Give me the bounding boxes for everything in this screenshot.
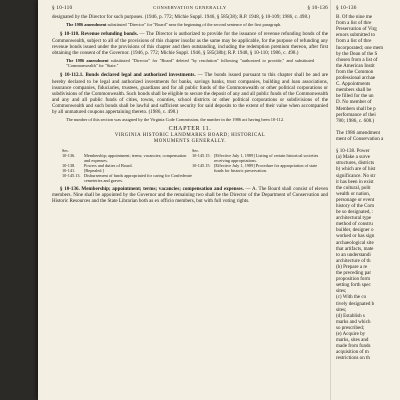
- right-column-line: wealth or nation,: [336, 190, 371, 197]
- section-heading: § 10-136. Membership; appointment; terms; vacancies; compensation and expenses.: [60, 186, 244, 193]
- toc-sec-label: Sec.: [192, 147, 200, 153]
- right-column-line: architecture of th: [336, 257, 371, 264]
- right-column-line: ernors submitted to: [336, 32, 375, 39]
- chapter-subtitle-line-2: MONUMENTS GENERALLY.: [153, 138, 227, 144]
- right-column-line: D. No member of: [336, 99, 372, 106]
- right-column-line: proposition form: [336, 276, 371, 283]
- right-column-line: architectural type: [336, 215, 372, 222]
- right-column-line: ment of Conservation a: [336, 135, 384, 142]
- right-column-line: the cultural, polit: [336, 184, 371, 191]
- right-column-line: The 1986 amendment: [336, 129, 381, 136]
- right-column-line: acquisition of m: [336, 349, 369, 356]
- toc-right-column: [192, 148, 322, 184]
- right-column-line: Preservation of Virg: [336, 26, 377, 33]
- right-column-line: (a) Make a surve: [336, 154, 371, 161]
- section-heading: § 10-112.1. Bonds declared legal and authorized investments.: [60, 72, 196, 79]
- right-column-line: (b) Prepare a re: [336, 263, 368, 270]
- toc-sec-label: Sec.: [62, 147, 70, 153]
- right-column-line: method of constru: [336, 221, 373, 228]
- right-column-line: worked or has sign: [336, 233, 375, 240]
- right-column-line: the American Instit: [336, 62, 375, 69]
- right-column-line: it has been in exist: [336, 178, 374, 185]
- chapter-subtitle: [52, 133, 328, 145]
- amendment-note-lead: The 1986 amendment: [66, 22, 107, 28]
- header-title: CONSERVATION GENERALLY: [153, 5, 227, 10]
- right-column-line: Members shall be p: [336, 105, 376, 112]
- chapter-subtitle-line-1: VIRGINIA HISTORIC LANDMARKS BOARD; HISTORICAL: [114, 132, 266, 138]
- right-column-line: members shall be: [336, 87, 372, 94]
- table-of-sections: [62, 148, 322, 184]
- right-column-line: to an understandi: [336, 251, 371, 258]
- right-column-line: the preceding par: [336, 270, 372, 277]
- right-column-line: that artifacts, mate: [336, 245, 374, 252]
- left-column: [52, 5, 328, 206]
- right-column-line: made from funds: [336, 343, 371, 350]
- toc-text: [Repealed.]: [84, 167, 104, 173]
- section-body: — A. The Board shall consist of eleven members. Nine shall be appointed by the Governor and the remaining two shall be the Director of the Department of Conservation and Historic Resources and the State Librarian both as ex officio members, but with full voting rights.: [52, 186, 328, 205]
- toc-text: [Effective July 1, 1989] Listing of certain historical societies receiving appropriations.: [214, 152, 319, 163]
- right-column-line: (d) Establish s: [336, 312, 365, 319]
- right-column-line: professional archae: [336, 75, 376, 82]
- right-column-line: be so designated, :: [336, 209, 374, 216]
- right-column-line: marks, sites and: [336, 337, 369, 344]
- amendment-note-lead: The 1986 amendment: [66, 57, 109, 63]
- right-column-line: C. Appointments: [336, 81, 371, 88]
- code-commission-note: The number of this section was assigned by the Virginia Code Commission, the number in the 1986 act having been 10-112.: [66, 117, 285, 123]
- right-column-line: restrictions on th: [336, 355, 370, 362]
- section-body: — The Director is authorized to provide for the issuance of revenue refunding bonds of the Commonwealth, subject to all of the provisions of this chapter insofar as the same may be applicable, for the purpose of refunding any revenue bonds issued under the provisions of this chapter and then outstanding, including the redemption premium thereon, after first obtaining the consent of the Governor. (1946, p. 772; Michie Suppl. 1946, § 585(38b); R.P. 1948, § 10-110; 1986, c. 498.): [52, 31, 329, 56]
- right-column-line: personage or event: [336, 196, 375, 203]
- header-right-section: § 10-136: [307, 5, 328, 11]
- toc-number: 10-145.13.: [62, 172, 81, 178]
- toc-number: 10-136.: [62, 152, 76, 158]
- toc-entry: [192, 153, 322, 163]
- right-column-line: 780; 1986, c. 608.): [336, 117, 375, 124]
- right-column-line: § 10-138. Power: [336, 148, 370, 155]
- document-page: [38, 0, 400, 400]
- right-column-line: tively designated b: [336, 300, 375, 307]
- right-column-line: be filled for the un: [336, 93, 374, 100]
- right-column-line: sites;: [336, 288, 347, 295]
- toc-entry: [62, 153, 192, 163]
- section-body: — The bonds issued pursuant to this chapter shall be and are hereby declared to be legal and authorized investments for banks, savings banks, trust companies, building and loan associations, insurance companies, fiduciaries, trustees, guardians and for all public funds of the Commonwealth or other political corporations or subdivisions of the Commonwealth. Such bonds shall be eligible to secure the deposit of any and all public funds of the Commonwealth and any and all public funds of cities, towns, counties, school districts or other political corporations or subdivisions of the Commonwealth and such bonds shall be lawful and sufficient security for said deposits to the extent of their value when accompanied by all unmatured coupons appertaining thereto. (1986, c. 498.): [52, 72, 328, 116]
- amendment-note: [66, 58, 314, 69]
- toc-number: 10-138.: [62, 162, 76, 168]
- chapter-title: CHAPTER 11.: [168, 126, 212, 133]
- right-column-line: history of the Com: [336, 203, 374, 209]
- right-column-line: significance. No str: [336, 172, 376, 179]
- toc-number: 10-145.15.: [192, 152, 211, 158]
- right-column-line: archaeological site: [336, 239, 374, 246]
- right-column-line: B. Of the nine me: [336, 14, 373, 21]
- right-column: [336, 5, 400, 361]
- right-column-line: (c) With the co: [336, 294, 367, 301]
- header-left-section: § 10-110: [52, 5, 73, 11]
- toc-text: [Effective July 1, 1989] Procedure for appropriation of state funds for historic preservation.: [214, 162, 318, 173]
- right-column-line: from a list of thre: [336, 20, 372, 27]
- toc-left-column: [62, 148, 192, 184]
- right-column-line: chosen from a list of: [336, 56, 378, 63]
- right-column-line: setting forth spec: [336, 282, 371, 289]
- section-10-136: [52, 186, 328, 204]
- right-column-line: (e) Acquire by: [336, 330, 366, 337]
- page-header: [52, 5, 328, 11]
- right-column-line: b) which are of hist: [336, 166, 376, 173]
- right-column-line: from a list of thre: [336, 38, 372, 45]
- paragraph-continuation: designated by the Director for such purposes. (1946, p. 772; Michie Suppl. 1946, § 585(38); R.P. 1948, § 10-109; 1986, c. 498.): [52, 14, 310, 21]
- right-column-line: sites;: [336, 306, 347, 313]
- section-10-112-1: [52, 72, 328, 115]
- right-column-line: builder, designer o: [336, 227, 374, 234]
- amendment-note-text: substituted "Director" for "Board" deleted "by resolution" following "authorized to provide," and substituted "Commonwealth" for "State.": [66, 57, 314, 69]
- right-column-line: Incorporated; one mem: [336, 44, 384, 51]
- amendment-note: [66, 22, 314, 27]
- toc-text: Powers and duties of Board.: [84, 162, 133, 168]
- right-column-line: structures, districts: [336, 160, 375, 167]
- right-column-header: [336, 5, 400, 11]
- amendment-note-text: substituted "Director" for "Board" near the beginning of the second sentence of the first paragraph.: [106, 22, 282, 28]
- right-column-line: performance of thei: [336, 111, 376, 118]
- right-header-section: § 10-136: [336, 5, 357, 11]
- toc-entry: [62, 173, 192, 183]
- right-column-line: marks and which: [336, 318, 371, 325]
- toc-entry: [192, 163, 322, 173]
- right-column-line: so prescribed;: [336, 324, 365, 331]
- column-gutter: [330, 0, 331, 400]
- toc-text: Membership; appointment; terms; vacancies; compensation and expenses.: [84, 152, 187, 163]
- right-column-line: by the Dean of the S: [336, 50, 378, 57]
- toc-number: 10-141.: [62, 167, 76, 173]
- toc-number: 10-145.15.: [192, 162, 211, 168]
- right-column-line: from the Common: [336, 68, 374, 75]
- section-10-110: [52, 31, 328, 55]
- section-heading: § 10-110. Revenue refunding bonds.: [60, 31, 138, 38]
- toc-text: Disbursement of funds appropriated for caring for Confederate cemeteries and graves.: [84, 172, 192, 184]
